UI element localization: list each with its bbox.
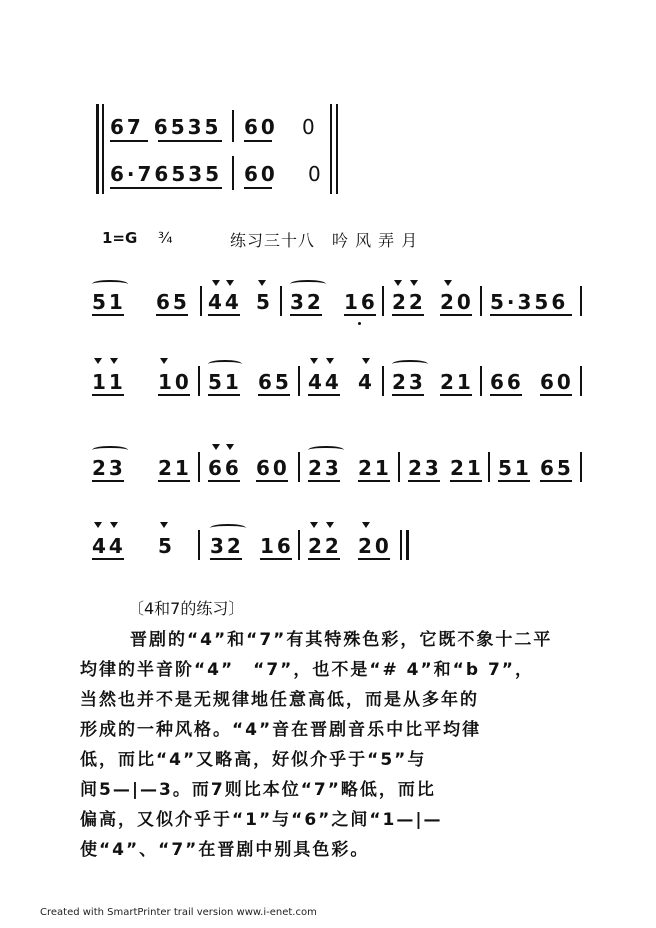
note-group: 65 xyxy=(156,290,190,314)
slur xyxy=(92,280,128,288)
note-group: 23 xyxy=(408,456,442,480)
note-group: 23 xyxy=(392,370,426,394)
barline xyxy=(580,452,582,482)
note-group: 5 xyxy=(158,534,175,558)
accent-mark xyxy=(212,444,220,450)
underline xyxy=(158,140,222,142)
underline xyxy=(540,394,572,396)
note-group: 51 xyxy=(498,456,532,480)
double-barline xyxy=(336,104,338,194)
accent-mark xyxy=(94,522,102,528)
body-line: 使“4”、“7”在晋剧中别具色彩。 xyxy=(80,840,370,860)
underline xyxy=(440,394,472,396)
body-line: 低，而比“4”又略高，好似介乎于“5”与 xyxy=(80,750,427,770)
underline xyxy=(392,394,424,396)
underline xyxy=(156,314,188,316)
accent-mark xyxy=(212,280,220,286)
barline xyxy=(198,452,200,482)
barline xyxy=(480,366,482,396)
barline xyxy=(480,286,482,316)
underline xyxy=(208,480,240,482)
underline xyxy=(308,394,340,396)
note-group: 4 xyxy=(358,370,375,394)
barline xyxy=(200,286,202,316)
barline xyxy=(398,452,400,482)
underline xyxy=(158,480,190,482)
note-group: 22 xyxy=(392,290,426,314)
note-group: 32 xyxy=(210,534,244,558)
note-group: 21 xyxy=(358,456,392,480)
accent-mark xyxy=(362,522,370,528)
body-line: 当然也并不是无规律地任意高低，而是从多年的 xyxy=(80,690,479,710)
accent-mark xyxy=(362,358,370,364)
barline xyxy=(580,286,582,316)
top-row-1-measure-1: 67 6535 xyxy=(110,115,222,139)
footer-watermark: Created with SmartPrinter trail version www.i-enet.com xyxy=(40,907,317,918)
note-group: 60 xyxy=(540,370,574,394)
top-row-1-measure-3: 0 xyxy=(302,115,318,139)
accent-mark xyxy=(226,280,234,286)
underline xyxy=(210,558,242,560)
note-group: 51 xyxy=(92,290,126,314)
underline xyxy=(244,187,272,189)
barline xyxy=(298,530,300,560)
underline xyxy=(498,480,530,482)
note-group: 20 xyxy=(440,290,474,314)
barline xyxy=(198,366,200,396)
body-line: 均律的半音阶“4” “7”，也不是“# 4”和“b 7”， xyxy=(80,660,534,680)
slur xyxy=(210,524,246,532)
accent-mark xyxy=(444,280,452,286)
accent-mark xyxy=(258,280,266,286)
underline xyxy=(158,394,190,396)
barline xyxy=(580,366,582,396)
underline xyxy=(208,314,240,316)
note-group: 66 xyxy=(208,456,242,480)
underline xyxy=(260,558,292,560)
barline xyxy=(198,530,200,560)
underline xyxy=(256,480,288,482)
note-group: 60 xyxy=(256,456,290,480)
double-barline xyxy=(330,104,332,194)
octave-dot xyxy=(358,322,361,325)
underline xyxy=(290,314,322,316)
slur xyxy=(308,446,344,454)
underline xyxy=(490,314,572,316)
barline xyxy=(298,366,300,396)
underline xyxy=(92,394,124,396)
note-group: 21 xyxy=(440,370,474,394)
accent-mark xyxy=(226,444,234,450)
accent-mark xyxy=(110,358,118,364)
system-brace xyxy=(96,104,99,194)
accent-mark xyxy=(310,522,318,528)
slur xyxy=(290,280,326,288)
body-line: 晋剧的“4”和“7”有其特殊色彩，它既不象十二平 xyxy=(130,630,553,650)
underline xyxy=(344,314,376,316)
note-group: 5·356 xyxy=(490,290,569,314)
note-group: 23 xyxy=(92,456,126,480)
barline xyxy=(280,286,282,316)
top-row-2-measure-1: 6·76535 xyxy=(110,162,223,186)
accent-mark xyxy=(326,522,334,528)
accent-mark xyxy=(94,358,102,364)
note-group: 21 xyxy=(450,456,484,480)
accent-mark xyxy=(160,522,168,528)
barline xyxy=(488,452,490,482)
underline xyxy=(110,140,148,142)
note-group: 51 xyxy=(208,370,242,394)
barline xyxy=(382,286,384,316)
slur xyxy=(92,446,128,454)
note-group: 44 xyxy=(308,370,342,394)
slur xyxy=(208,360,242,368)
body-line: 形成的一种风格。“4”音在晋剧音乐中比平均律 xyxy=(80,720,482,740)
underline xyxy=(490,394,522,396)
underline xyxy=(392,314,424,316)
note-group: 65 xyxy=(540,456,574,480)
slur xyxy=(392,360,428,368)
underline xyxy=(308,558,340,560)
barline xyxy=(232,156,234,190)
note-group: 21 xyxy=(158,456,192,480)
accent-mark xyxy=(410,280,418,286)
body-line: 偏高，又似介乎于“1”与“6”之间“1—|— xyxy=(80,810,443,830)
exercise-title: 练习三十八 吟 风 弄 月 xyxy=(230,231,419,250)
underline xyxy=(92,314,124,316)
barline xyxy=(232,110,234,142)
body-line: 间5—|—3。而7则比本位“7”略低，而比 xyxy=(80,780,436,800)
note-group: 5 xyxy=(256,290,273,314)
underline xyxy=(92,480,124,482)
underline xyxy=(208,394,240,396)
note-group: 16 xyxy=(260,534,294,558)
underline xyxy=(358,480,390,482)
accent-mark xyxy=(110,522,118,528)
underline xyxy=(440,314,472,316)
underline xyxy=(450,480,482,482)
accent-mark xyxy=(160,358,168,364)
section-heading: 〔4和7的练习〕 xyxy=(128,599,245,618)
time-signature: ¾ xyxy=(158,229,173,247)
key-signature: 1=G xyxy=(102,229,138,247)
note-group: 66 xyxy=(490,370,524,394)
underline xyxy=(110,187,222,189)
top-row-2-measure-2: 60 xyxy=(244,162,278,186)
accent-mark xyxy=(394,280,402,286)
note-group: 44 xyxy=(92,534,126,558)
note-group: 23 xyxy=(308,456,342,480)
note-group: 44 xyxy=(208,290,242,314)
underline xyxy=(92,558,124,560)
note-group: 10 xyxy=(158,370,192,394)
note-group: 20 xyxy=(358,534,392,558)
final-barline xyxy=(406,530,409,560)
final-barline xyxy=(400,530,402,560)
underline xyxy=(258,394,290,396)
underline xyxy=(358,558,390,560)
barline xyxy=(298,452,300,482)
top-row-2-measure-3: 0 xyxy=(308,162,324,186)
note-group: 11 xyxy=(92,370,126,394)
top-row-1-measure-2: 60 xyxy=(244,115,278,139)
note-group: 32 xyxy=(290,290,324,314)
underline xyxy=(540,480,572,482)
barline xyxy=(382,366,384,396)
accent-mark xyxy=(326,358,334,364)
underline xyxy=(408,480,440,482)
note-group: 65 xyxy=(258,370,292,394)
system-bracket xyxy=(102,104,104,194)
note-group: 16 xyxy=(344,290,378,314)
underline xyxy=(308,480,340,482)
note-group: 22 xyxy=(308,534,342,558)
accent-mark xyxy=(310,358,318,364)
underline xyxy=(244,140,272,142)
